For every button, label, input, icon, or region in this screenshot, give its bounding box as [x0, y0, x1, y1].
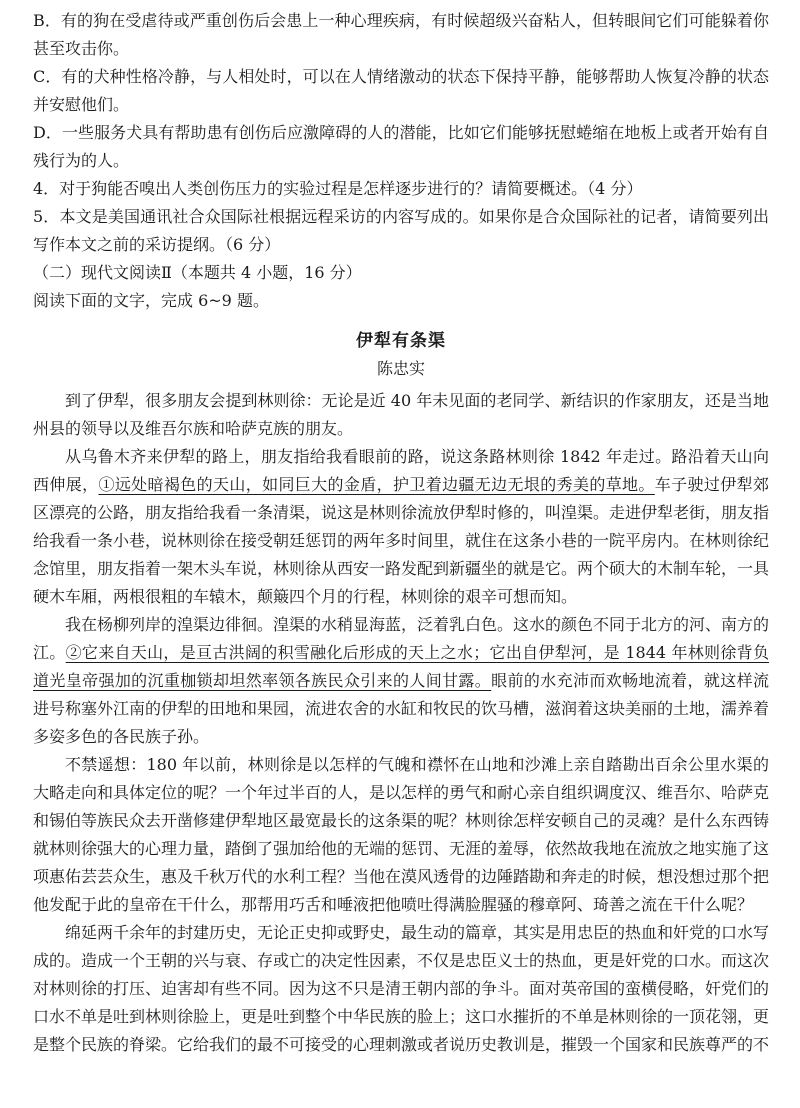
section-heading: （二）现代文阅读Ⅱ（本题共 4 小题，16 分）: [33, 263, 362, 282]
paragraph-text: 从乌鲁木齐来伊犁的路上，朋友指给我看眼前的路，说这条路林则徐 1842 年走过。路沿着天山向西伸展，: [33, 447, 769, 494]
paragraph-text: 眼前的水充沛而欢畅地流着，就这样流进号称塞外江南的伊犁的田地和果园，流进农舍的水缸和牧民的饮马槽，滋润着这块美丽的土地，濡养着多姿多色的各民族子孙。: [33, 671, 770, 746]
paragraph-text: 绵延两千余年的封建历史，无论正史抑或野史，最生动的篇章，其实是用忠臣的热血和奸党的口水写成的。造成一个王朝的兴与衰、存或亡的决定性因素，不仅是忠臣义士的热血，更是奸党的口水。而这次对林则徐的打压、迫害却有些不同。因为这不只是清王朝内部的争斗。面对英帝国的蛮横侵略，奸党们的口水不单是吐到林则徐脸上，更是吐到整个中华民族的脸上；这口水摧折的不单是林则徐的一顶花翎，更是整个民族的脊梁。它给我们的最不可接受的心理刺激或者说历史教训是，摧毁一个国家和民族尊严的不: [33, 923, 770, 1054]
question-4: 4．对于狗能否嗅出人类创伤压力的实验过程是怎样逐步进行的？请简要概述。（4 分）: [33, 179, 643, 198]
paragraph-text: 到了伊犁，很多朋友会提到林则徐：无论是近 40 年未见面的老同学、新结识的作家朋友，还是当地州县的领导以及维吾尔族和哈萨克族的朋友。: [33, 391, 769, 438]
article-paragraph: [33, 611, 769, 751]
underlined-passage: ①远处暗褐色的天山，如同巨大的金盾，护卫着边疆无边无垠的秀美的草地。: [98, 475, 655, 494]
article-paragraph: [33, 751, 769, 919]
paragraph-text: 我在杨柳列岸的湟渠边徘徊。湟渠的水稍显海蓝，泛着乳白色。这水的颜色不同于北方的河、南方的江。: [33, 615, 770, 662]
underlined-passage: ②它来自天山，是亘古洪阔的积雪融化后形成的天上之水；它出自伊犁河，是 1844 年林则徐背负道光皇帝强加的沉重枷锁却坦然率领各族民众引来的人间甘露。: [33, 643, 769, 690]
paragraph-text: 车子驶过伊犁郊区漂亮的公路，朋友指给我看一条清渠，说这是林则徐流放伊犁时修的，叫湟渠。走进伊犁老街，朋友指给我看一条小巷，说林则徐在接受朝廷惩罚的两年多时间里，就住在这条小巷的一院平房内。在林则徐纪念馆里，朋友指着一架木头车说，林则徐从西安一路发配到新疆坐的就是它。两个硕大的木制车轮，一具硬木车厢，两根很粗的车辕木，颠簸四个月的行程，林则徐的艰辛可想而知。: [33, 475, 770, 606]
option-c: C．有的犬种性格冷静，与人相处时，可以在人情绪激动的状态下保持平静，能够帮助人恢复冷静的状态并安慰他们。: [33, 67, 769, 114]
option-d: D．一些服务犬具有帮助患有创伤后应激障碍的人的潜能，比如它们能够抚慰蜷缩在地板上或者开始有自残行为的人。: [33, 123, 769, 170]
article-body: [33, 387, 769, 1059]
article-paragraph: [33, 387, 769, 443]
question-block: [33, 7, 769, 315]
paragraph-text: 不禁遥想：180 年以前，林则徐是以怎样的气魄和襟怀在山地和沙滩上亲自踏勘出百余公里水渠的大略走向和具体定位的呢？一个年过半百的人，是以怎样的勇气和耐心亲自组织调度汉、维吾尔、哈萨克和锡伯等族民众去开凿修建伊犁地区最宽最长的这条渠的呢？林则徐怎样安顿自己的灵魂？是什么东西铸就林则徐强大的心理力量，踏倒了强加给他的无端的惩罚、无涯的羞辱，依然故我地在流放之地实施了这项惠佑芸芸众生，惠及千秋万代的水利工程？当他在漠风透骨的边陲踏勘和奔走的时候，想没想过那个把他发配于此的皇帝在干什么，那帮用巧舌和唾液把他喷吐得满脸腥骚的穆章阿、琦善之流在干什么呢？: [33, 755, 770, 914]
option-b: B．有的狗在受虐待或严重创伤后会患上一种心理疾病，有时候超级兴奋粘人，但转眼间它们可能躲着你甚至攻击你。: [33, 11, 769, 58]
article-title: 伊犁有条渠: [356, 331, 446, 351]
reading-instruction: 阅读下面的文字，完成 6~9 题。: [33, 291, 269, 310]
article-author: 陈忠实: [376, 359, 425, 378]
article-paragraph: [33, 443, 769, 611]
question-5: 5．本文是美国通讯社合众国际社根据远程采访的内容写成的。如果你是合众国际社的记者，请简要列出写作本文之前的采访提纲。（6 分）: [33, 207, 769, 254]
article-paragraph: [33, 919, 769, 1059]
